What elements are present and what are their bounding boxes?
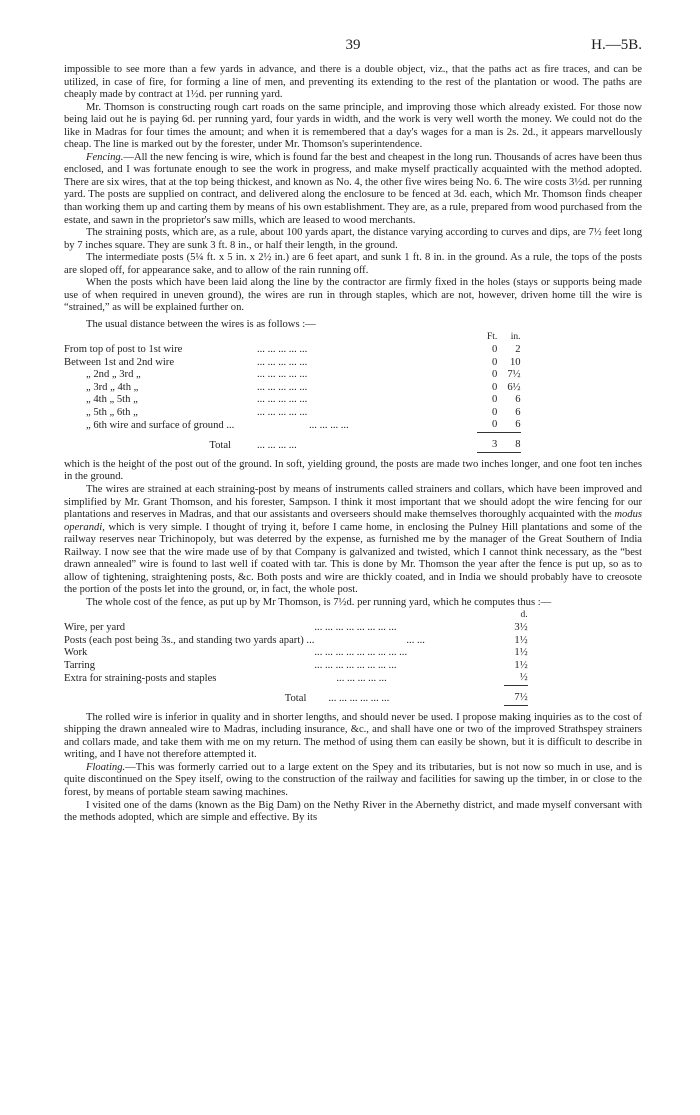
paragraph: [64, 484, 642, 597]
leader-dots: ... ... ... ... ...: [336, 672, 387, 684]
leader-dots: ... ... ... ...: [257, 439, 297, 451]
wire-distance-table: [64, 331, 521, 452]
page-number: 39: [345, 37, 361, 53]
table-row: [64, 672, 528, 685]
row-label: „ 5th „ 6th „: [86, 406, 138, 418]
cell-d: 1½: [514, 659, 528, 671]
row-label: Posts (each post being 3s., and standing two yards apart) ...: [64, 634, 315, 646]
paragraph-text: —All the new fencing is wire, which is found far the best and cheapest in the long run. Thousands of acres have been thus enclosed, and I was fortunate enough to see the work in progress, and make myself practically acquainted with the method adopted. There are six wires, that at the top being thickest, and known as No. 4, the other five wires being No. 6. The wire costs 3½d. per running yard. The posts are supplied on contract, and delivered along the enclosure to be fenced at 3d. each, which Mr. Thomson finds cheaper than working them up and carting them by means of his own establishment. They are, as a rule, prepared from wood purchased from the estate, and sawn in the proprietor's saw mills, which are leased to wood merchants.: [64, 151, 642, 226]
italic-term: modus operandi: [64, 509, 642, 533]
cell-in: 6: [515, 394, 521, 406]
leader-dots: ... ... ... ... ...: [257, 356, 308, 368]
total-label: Total: [209, 439, 231, 451]
row-label: „ 3rd „ 4th „: [86, 381, 139, 393]
cell-d: 3½: [514, 621, 528, 633]
table-row: [64, 344, 521, 357]
total-label: Total: [284, 692, 307, 704]
row-label: „ 6th wire and surface of ground ...: [86, 419, 235, 431]
paragraph-text: , which is very simple. I thought of trying it, before I came home, in enclosing the Pulney Hill plantations and some of the railway reserves near Trichinopoly, but was deterred by the expense, as furnished me by the manager of the Great Southern of India Railway. I now see that the wire made use of by that Company is galvanized and twisted, which I cannot think necessary, as the “best drawn annealed” wire is found to last well if coated with tar. This is done by Mr. Thomson the year after the fence is put up, so as to allow of tightening, straightening posts, &c. Both posts and wire are thickly coated, and in India we should probably have to creosote the portion of the posts let into the ground, or, in fact, the whole post.: [64, 521, 642, 596]
table-row: [64, 622, 528, 635]
paragraph-text: The wires are strained at each straining-post by means of instruments called strainers and collars, which have been improved and simplified by Mr. Grant Thomson, and his forester, Sampson. I think it most important that we should adopt the wire fencing for our plantations and reserves in Madras, and that our assistants and overseers should make themselves thoroughly acquainted with the: [64, 483, 642, 521]
table-row: [64, 419, 521, 432]
table-row: [64, 382, 521, 395]
leader-dots: ... ... ... ... ...: [257, 406, 308, 418]
total-in: 8: [497, 432, 520, 452]
paragraph-text: —This was formerly carried out to a large extent on the Spey and its tributaries, but is not now so much in use, and is quite discontinued on the Spey itself, owing to the construction of the railway and facilities for sawing up the timber, in or close to the forest, by means of portable steam sawing machines.: [64, 761, 642, 798]
cell-ft: 0: [477, 419, 497, 432]
series-reference: H.—5B.: [591, 37, 642, 53]
paragraph-fencing: [64, 152, 642, 227]
cell-in: 6: [497, 419, 520, 432]
section-heading-floating: Floating.: [86, 761, 126, 773]
total-ft: 3: [477, 432, 497, 452]
leader-dots: ... ... ... ... ... ... ... ... ...: [314, 647, 408, 659]
paragraph-floating: [64, 762, 642, 800]
leader-dots: ... ... ... ... ...: [257, 369, 308, 381]
paragraph: Mr. Thomson is constructing rough cart roads on the same principle, and improving those which already existed. For those now being laid out he is paying 6d. per running yard, four yards in width, and the work is very well worth the money. We could not do the like in Madras for four times the amount; and when it is remembered that a day's wages for a man is 2s. 2d., it appears marvellously cheap. The line is marked out by the forester, under Mr. Thomson's superintendence.: [64, 101, 642, 151]
cell-ft: 0: [492, 394, 498, 406]
cell-d: 1½: [514, 647, 528, 659]
paragraph: The whole cost of the fence, as put up by Mr Thomson, is 7½d. per running yard, which he computes thus :—: [86, 596, 552, 608]
cell-ft: 0: [492, 369, 498, 381]
table-total-row: [64, 432, 521, 452]
row-label: Wire, per yard: [64, 621, 126, 633]
cell-ft: 0: [492, 381, 498, 393]
row-label: „ 4th „ 5th „: [86, 394, 138, 406]
total-d: 7½: [504, 685, 527, 705]
cell-in: 10: [509, 356, 521, 368]
paragraph: The intermediate posts (5¼ ft. x 5 in. x 2½ in.) are 6 feet apart, and sunk 1 ft. 8 in. in the ground. As a rule, the tops of the posts are sloped off, for appearance sake, and to allow of the rain running off.: [64, 252, 642, 276]
row-label: From top of post to 1st wire: [64, 344, 183, 356]
row-label: Work: [64, 647, 88, 659]
paragraph: The rolled wire is inferior in quality and in shorter lengths, and should never be used. I propose making inquiries as to the cost of shipping the drawn annealed wire to Madras, including insurance, &c., and shall have one or two of the improved Strathspey strainers and collars made, and take them with me on my return. The method of using them can easily be shown, but it is difficult to describe in writing, and I have not therefore attempted it.: [64, 711, 642, 761]
document-page: [64, 36, 642, 825]
table-row: [64, 660, 528, 673]
fence-cost-table: [64, 609, 528, 705]
cell-d: ½: [504, 672, 527, 685]
column-header-d: d.: [520, 610, 528, 621]
table-row: [64, 635, 528, 648]
cell-in: 6: [515, 406, 521, 418]
cell-ft: 0: [492, 406, 498, 418]
cell-in: 6½: [507, 381, 521, 393]
table-row: [64, 369, 521, 382]
leader-dots: ... ... ... ... ... ... ... ...: [314, 621, 397, 633]
cell-in: 7½: [507, 369, 521, 381]
leader-dots: ... ... ... ... ...: [257, 394, 308, 406]
table-total-row: [64, 685, 528, 705]
section-heading-fencing: Fencing.: [86, 151, 124, 163]
leader-dots: ... ... ... ... ... ... ... ...: [314, 659, 397, 671]
table-row: [64, 394, 521, 407]
row-label: Between 1st and 2nd wire: [64, 356, 175, 368]
leader-dots: ... ... ... ... ...: [257, 344, 308, 356]
paragraph: When the posts which have been laid along the line by the contractor are firmly fixed in the holes (stays or supports being made use of when required in uneven ground), the wires are run in through staples, which are not, however, driven home till the wire is “strained,” as will be explained further on.: [64, 277, 642, 314]
column-header-ft: Ft.: [487, 332, 498, 343]
table-row: [64, 357, 521, 370]
page-header: [64, 36, 642, 64]
cell-ft: 0: [492, 344, 498, 356]
leader-dots: ... ... ... ...: [309, 419, 349, 431]
cell-in: 2: [515, 344, 521, 356]
table-row: [64, 647, 528, 660]
paragraph: impossible to see more than a few yards in advance, and there is a double object, viz., that the paths act as fire traces, and can be utilized, in case of fire, for forming a line of men, and preventing its extending to the rest of the plantation or wood. The paths are cheaply made by contract at 1½d. per running yard.: [64, 64, 642, 101]
cell-d: 1½: [514, 634, 528, 646]
leader-dots: ... ... ... ... ...: [257, 381, 308, 393]
row-label: Tarring: [64, 659, 96, 671]
leader-dots: ... ...: [406, 634, 425, 646]
cell-ft: 0: [492, 356, 498, 368]
row-label: Extra for straining-posts and staples: [64, 672, 217, 684]
paragraph: which is the height of the post out of the ground. In soft, yielding ground, the posts are made two inches longer, and one foot ten inches in the ground.: [64, 458, 642, 483]
paragraph: The straining posts, which are, as a rule, about 100 yards apart, the distance varying according to curves and dips, are 7½ feet long by 7 inches square. They are sunk 3 ft. 8 in., or half their length, in the ground.: [64, 227, 642, 251]
paragraph: I visited one of the dams (known as the Big Dam) on the Nethy River in the Abernethy district, and made myself conversant with the methods adopted, which are simple and effective. By its: [64, 799, 642, 824]
row-label: „ 2nd „ 3rd „: [86, 369, 141, 381]
paragraph: The usual distance between the wires is as follows :—: [86, 318, 316, 330]
table-row: [64, 407, 521, 420]
leader-dots: ... ... ... ... ... ...: [328, 692, 390, 704]
column-header-in: in.: [510, 332, 521, 343]
